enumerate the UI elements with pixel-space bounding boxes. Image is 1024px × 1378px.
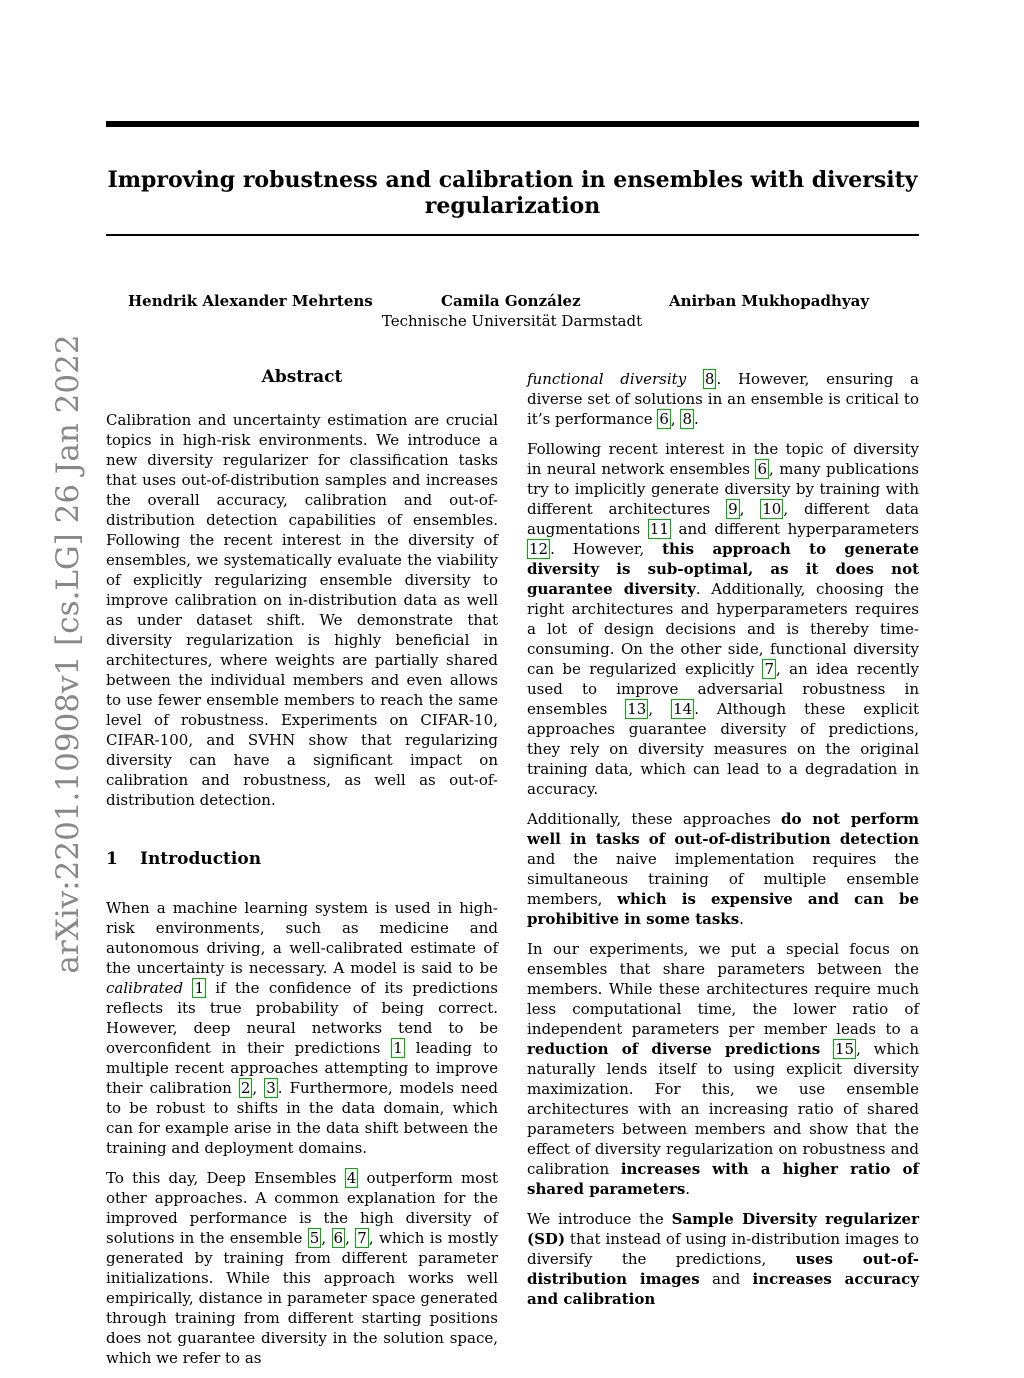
title-bottom-rule xyxy=(106,234,919,236)
citation-link[interactable]: 7 xyxy=(357,1229,367,1247)
citation-link[interactable]: 2 xyxy=(240,1079,251,1097)
citation-link[interactable]: 4 xyxy=(346,1169,357,1187)
section-heading xyxy=(106,848,498,870)
citation-link[interactable]: 10 xyxy=(762,500,782,518)
citation-link[interactable]: 8 xyxy=(704,370,715,388)
intro-paragraph-1: When a machine learning system is used in high-risk environments, such as medicine and autonomous driving, a well-calibrated estimate of the uncertainty is necessary. A model is said to be calibrated 1 if the confidence of its predictions reflects its true probability of being correct. However, deep neural networks tend to be overconfident in their predictions 1 leading to multiple recent approaches attempting to improve their calibration 2 , 3 . Furthermore, models need to be robust to shifts in the data domain, which can for example arise in the data shift between the training and deployment domains. xyxy=(106,899,498,1157)
abstract-text: Calibration and uncertainty estimation are crucial topics in high-risk environments. We introduce a new diversity regularizer for classification tasks that uses out-of-distribution samples and increases the overall accuracy, calibration and out-of-distribution detection capabilities of ensembles. Following the recent interest in the diversity of ensembles, we systematically evaluate the viability of explicitly regularizing ensemble diversity to improve calibration on in-distribution data as well as under dataset shift. We demonstrate that diversity regularization is highly beneficial in architectures, where weights are partially shared between the individual members and even allows to use fewer ensemble members to reach the same level of robustness. Experiments on CIFAR-10, CIFAR-100, and SVHN show that regularizing diversity can have a significant impact on calibration and robustness, as well as out-of-distribution detection. xyxy=(106,411,498,809)
intro-paragraph-2-start: To this day, Deep Ensembles 4 outperform most other approaches. A common explanation for the improved performance is the high diversity of solutions in the ensemble 5 , 6 , 7 , which is mostly generated by training from different parameter initializations. While this approach works well empirically, distance in parameter space generated through training from different starting positions does not guarantee diversity in the solution space, which we refer to as xyxy=(106,1169,498,1367)
citation-link[interactable]: 15 xyxy=(835,1040,855,1058)
citation-link[interactable]: 6 xyxy=(333,1229,344,1247)
abstract-heading: Abstract xyxy=(261,367,343,387)
citation-link[interactable]: 1 xyxy=(393,1039,403,1057)
left-column xyxy=(106,366,498,1378)
citation-link[interactable]: 7 xyxy=(764,660,774,678)
citation-link[interactable]: 6 xyxy=(757,460,767,478)
intro-paragraph-3: Following recent interest in the topic of diversity in neural network ensembles 6 , many publications try to implicitly generate diversity by training with different architectures 9 , 10 , different data augmentations 11 and different hyperparameters 12 . However, this approach to generate diversity is sub-optimal, as it does not guarantee diversity. Additionally, choosing the right architectures and hyperparameters requires a lot of design decisions and is thereby time-consuming. On the other side, functional diversity can be regularized explicitly 7 , an idea recently used to improve adversarial robustness in ensembles 13 , 14 . Although these explicit approaches guarantee diversity of predictions, they rely on diversity measures on the original training data, which can lead to a degradation in accuracy. xyxy=(527,440,920,798)
section-title: Introduction xyxy=(140,849,262,869)
intro-paragraph-4: Additionally, these approaches do not perform well in tasks of out-of-distribution detection and the naive implementation requires the simultaneous training of multiple ensemble members, which is expensive and can be prohibitive in some tasks. xyxy=(527,810,919,928)
citation-link[interactable]: 12 xyxy=(529,540,549,558)
citation-link[interactable]: 11 xyxy=(649,520,669,538)
citation-link[interactable]: 14 xyxy=(673,700,693,718)
paper-title: Improving robustness and calibration in ensembles with diversity regularization xyxy=(107,166,918,219)
arxiv-identifier: arXiv:2201.10908v1 [cs.LG] 26 Jan 2022 xyxy=(50,334,86,974)
citation-link[interactable]: 3 xyxy=(266,1079,276,1097)
citation-link[interactable]: 13 xyxy=(627,700,647,718)
citation-link[interactable]: 6 xyxy=(659,410,669,428)
author-name: Camila González xyxy=(441,292,581,310)
citation-link[interactable]: 9 xyxy=(728,500,738,518)
intro-paragraph-2-end: functional diversity 8 . However, ensuring a diverse set of solutions in an ensemble is critical to it’s performance 6 , 8 . xyxy=(527,370,919,428)
author-name: Hendrik Alexander Mehrtens xyxy=(128,292,373,310)
citation-link[interactable]: 1 xyxy=(194,979,205,997)
right-column xyxy=(527,369,919,1319)
citation-link[interactable]: 8 xyxy=(682,410,692,428)
title-top-rule xyxy=(106,121,919,127)
citation-link[interactable]: 5 xyxy=(309,1229,320,1247)
affiliation: Technische Universität Darmstadt xyxy=(381,312,643,330)
intro-paragraph-6: We introduce the Sample Diversity regularizer (SD) that instead of using in-distribution images to diversify the predictions, uses out-of-distribution images and increases accuracy and calibration xyxy=(527,1210,920,1308)
author-name: Anirban Mukhopadhyay xyxy=(669,292,870,310)
section-number: 1 xyxy=(106,849,118,869)
intro-paragraph-5: In our experiments, we put a special focus on ensembles that share parameters between the members. While these architectures require much less computational time, the lower ratio of independent parameters per member leads to a reduction of diverse predictions 15 , which naturally lends itself to using explicit diversity maximization. For this, we use ensemble architectures with an increasing ratio of shared parameters between members and show that the effect of diversity regularization on robustness and calibration increases with a higher ratio of shared parameters. xyxy=(527,940,919,1198)
